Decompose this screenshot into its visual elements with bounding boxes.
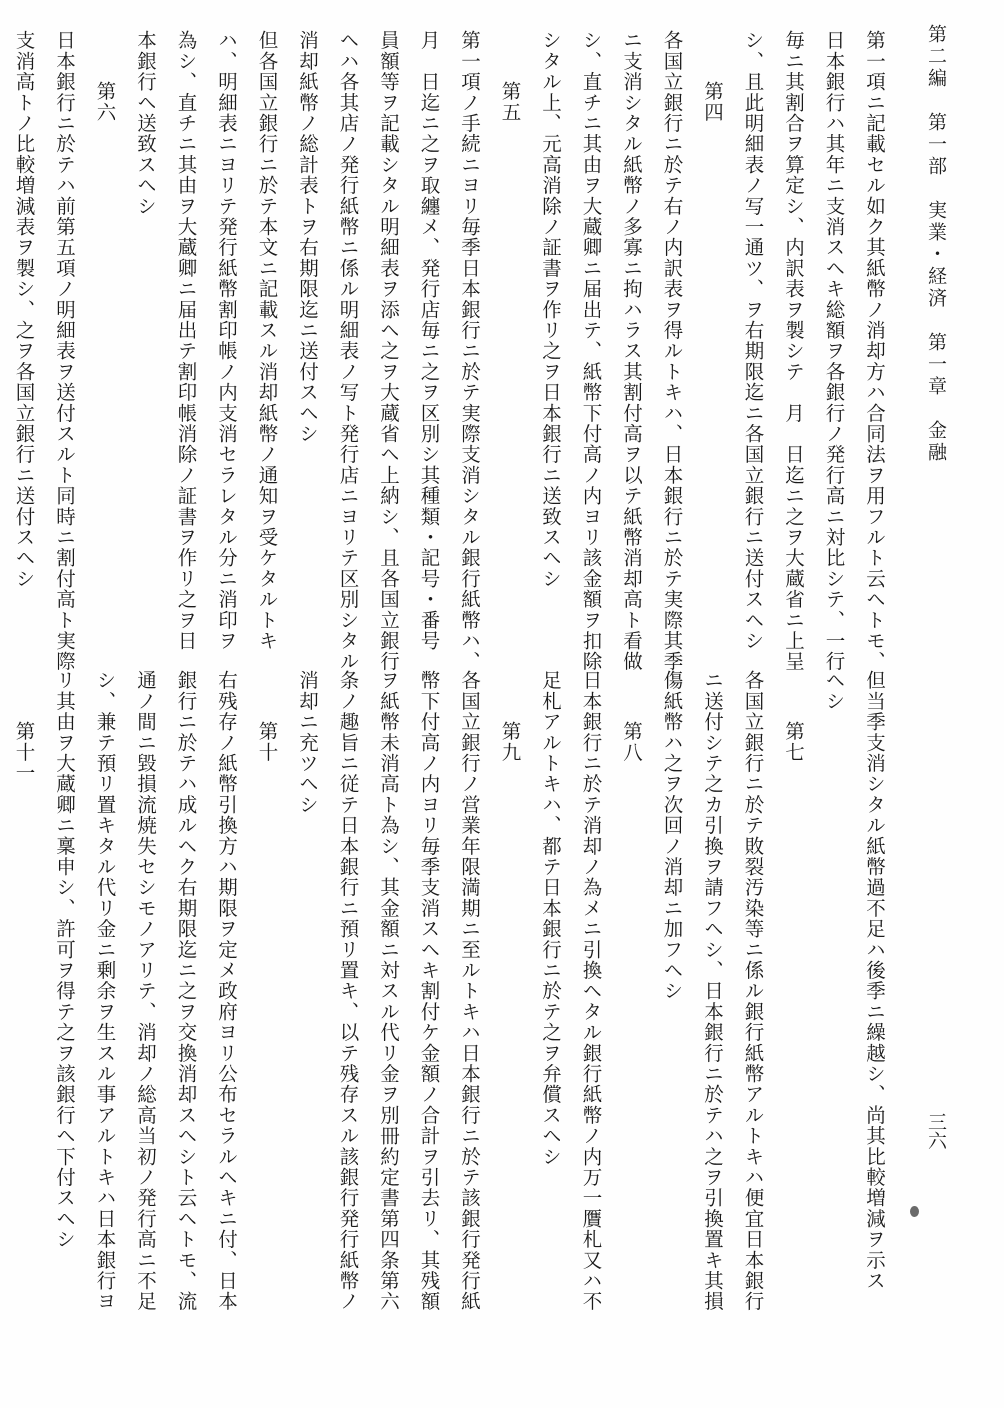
text-line: シ、且此明細表ノ写一通ツ、ヲ右期限迄ニ各国立銀行ニ送付スヘシ [741,30,765,651]
text-line: シ、直チニ其由ヲ大蔵卿ニ届出テ、紙幣下付高ノ内ヨリ該金額ヲ扣除 [579,30,603,672]
text-line: 通ノ間ニ毀損流焼失セシモノアリテ、消却ノ総高当初ノ発行高ニ不足 [134,670,157,1312]
page-number: 三六 [925,1112,947,1150]
text-line: 消却紙幣ノ総計表トヲ右期限迄ニ送付スヘシ [296,30,319,444]
text-line: 但当季支消シタル紙幣過不足ハ後季ニ繰越シ、尚其比較増減ヲ示ス [863,670,886,1291]
text-line: 各国立銀行ニ於テ敗裂汚染等ニ係ル銀行紙幣アルトキハ便宜日本銀行 [741,670,765,1312]
text-line: 支消高トノ比較増減表ヲ製シ、之ヲ各国立銀行ニ送付スヘシ [12,30,36,589]
text-line: 傷紙幣ハ之ヲ次回ノ消却ニ加フヘシ [660,670,684,1002]
text-line: 日本銀行ハ其年ニ支消スヘキ総額ヲ各銀行ノ発行高ニ対比シテ、一行 [822,30,846,672]
text-line: ニ送付シテ之カ引換ヲ請フヘシ、日本銀行ニ於テハ之ヲ引換置キ其損 [701,670,724,1312]
article-heading: 第十一 [12,720,36,783]
text-line: 日本銀行ニ於テ消却ノ為メニ引換ヘタル銀行紙幣ノ内万一贋札又ハ不 [579,670,603,1312]
running-header: 第二編 第一部 実業・経済 第一章 金融 [925,24,947,464]
lower-text-block [12,670,894,1320]
text-line: 員額等ヲ記載シタル明細表ヲ添ヘ之ヲ大蔵省ヘ上納シ、且各国立銀行 [377,30,400,672]
text-line: 但各国立銀行ニ於テ本文ニ記載スル消却紙幣ノ通知ヲ受ケタルトキ [255,30,279,651]
text-line: 為シ、直チニ其由ヲ大蔵卿ニ届出テ割印帳消除ノ証書ヲ作リ之ヲ日 [174,30,198,651]
text-line: 本銀行ヘ送致スヘシ [134,30,157,217]
text-line: 足札アルトキハ、都テ日本銀行ニ於テ之ヲ弁償スヘシ [539,670,562,1167]
text-line: 各国立銀行ノ営業年限満期ニ至ルトキハ日本銀行ニ於テ該銀行発行紙 [458,670,481,1312]
text-line: ハ、明細表ニヨリテ発行紙幣割印帳ノ内支消セラレタル分ニ消印ヲ [215,30,238,651]
text-line: 毎ニ其割合ヲ算定シ、内訳表ヲ製シテ 月 日迄ニ之ヲ大蔵省ニ上呈 [782,30,805,672]
text-line: 右残存ノ紙幣引換方ハ期限ヲ定メ政府ヨリ公布セラルヘキニ付、日本 [215,670,238,1312]
text-line: ヘハ各其店ノ発行紙幣ニ係ル明細表ノ写ト発行店ニヨリテ区別シタル [336,30,360,672]
text-line: ヘシ [822,670,846,712]
ink-blemish [910,1206,919,1217]
text-line: 幣下付高ノ内ヨリ毎季支消スヘキ割付ケ金額ノ合計ヲ引去リ、其残額 [417,670,441,1312]
article-heading: 第十 [255,720,279,763]
article-heading: 第九 [498,720,522,763]
text-line: 第一項ノ手続ニヨリ毎季日本銀行ニ於テ実際支消シタル銀行紙幣ハ、 [458,30,481,672]
text-line: 第一項ニ記載セル如ク其紙幣ノ消却方ハ合同法ヲ用フルト云ヘトモ、 [863,30,886,672]
text-line: ニ支消シタル紙幣ノ多寡ニ拘ハラス其割付高ヲ以テ紙幣消却高ト看做 [620,30,643,672]
text-line: ヲ紙幣未消高ト為シ、其金額ニ対スル代リ金ヲ別冊約定書第四条第六 [377,670,400,1312]
text-line: 月 日迄ニ之ヲ取纏メ、発行店毎ニ之ヲ区別シ其種類・記号・番号 [417,30,441,651]
article-heading: 第五 [498,80,522,123]
text-line: 消却ニ充ツヘシ [296,670,319,815]
article-heading: 第七 [782,720,805,763]
text-line: リ其由ヲ大蔵卿ニ稟申シ、許可ヲ得テ之ヲ該銀行ヘ下付スヘシ [53,670,76,1250]
upper-text-block [12,30,894,672]
text-line: 銀行ニ於テハ成ルヘク右期限迄ニ之ヲ交換消却スヘシト云ヘトモ、流 [174,670,198,1312]
text-line: 日本銀行ニ於テハ前第五項ノ明細表ヲ送付スルト同時ニ割付高ト実際 [53,30,76,672]
text-line: シタル上、元高消除ノ証書ヲ作リ之ヲ日本銀行ニ送致スヘシ [539,30,562,589]
article-heading: 第八 [620,720,643,763]
article-heading: 第四 [701,80,724,123]
text-line: 条ノ趣旨ニ従テ日本銀行ニ預リ置キ、以テ残存スル該銀行発行紙幣ノ [336,670,360,1312]
article-heading: 第六 [93,80,117,123]
text-line: 各国立銀行ニ於テ右ノ内訳表ヲ得ルトキハ、日本銀行ニ於テ実際其季 [660,30,684,672]
text-line: シ、兼テ預リ置キタル代リ金ニ剰余ヲ生スル事アルトキハ日本銀行ヨ [93,670,117,1312]
